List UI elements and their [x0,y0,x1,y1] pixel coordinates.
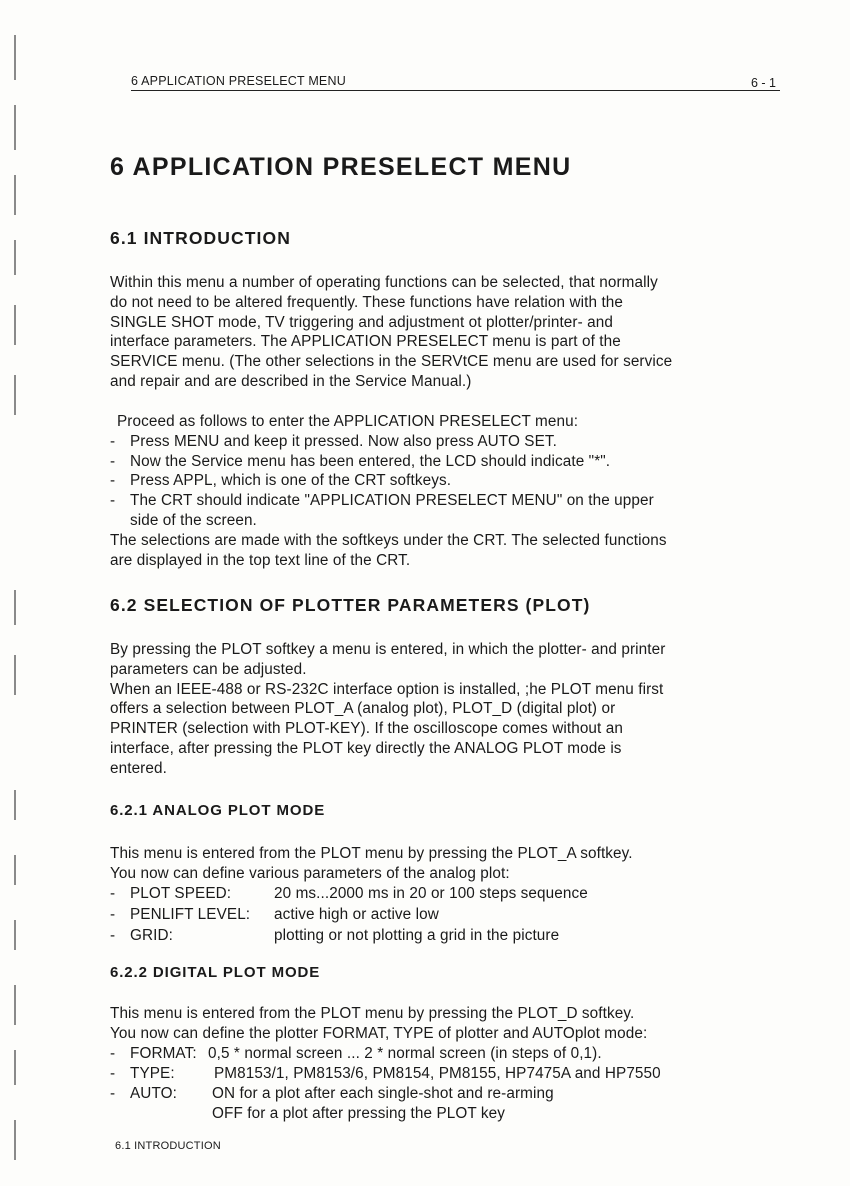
text-line: When an IEEE-488 or RS-232C interface option is installed, ;he PLOT menu first [110,680,664,698]
item-label: GRID: [130,926,173,944]
text-line: You now can define various parameters of the analog plot: [110,864,510,882]
digital-plot-block [110,1004,795,1124]
page-title: 6 APPLICATION PRESELECT MENU [110,153,572,181]
item-value: plotting or not plotting a grid in the picture [274,926,560,944]
step-text: Press APPL, which is one of the CRT softkeys. [130,472,452,490]
item-label: AUTO: [130,1084,177,1102]
binding-mark [14,35,16,80]
item-value: 20 ms...2000 ms in 20 or 100 steps sequence [274,884,588,902]
binding-mark [14,240,16,275]
proceed-line: Proceed as follows to enter the APPLICATION PRESELECT menu: [117,413,579,430]
binding-mark [14,855,16,885]
list-item [110,491,795,511]
dash-bullet: - [110,452,116,470]
list-item [110,1044,795,1064]
list-item [110,884,795,905]
list-item [110,452,795,472]
section-heading-6-2-2: 6.2.2 DIGITAL PLOT MODE [110,964,321,981]
dash-bullet: - [110,884,116,902]
section-heading-6-2-1: 6.2.1 ANALOG PLOT MODE [110,802,326,819]
dash-bullet: - [110,432,116,450]
dash-bullet: - [110,1084,116,1102]
list-item-continuation [110,1104,795,1124]
running-header [131,70,780,91]
item-label: FORMAT: [130,1044,197,1062]
text-line: You now can define the plotter FORMAT, TYPE of plotter and AUTOplot mode: [110,1024,648,1042]
binding-mark [14,790,16,820]
header-page-number: 6 - 1 [750,76,776,90]
binding-mark [14,175,16,215]
plot-paragraph [110,640,795,779]
binding-mark [14,1120,16,1160]
item-value: 0,5 * normal screen ... 2 * normal screen (in steps of 0,1). [208,1044,602,1062]
text-line: are displayed in the top text line of the CRT. [110,551,411,569]
dash-bullet: - [110,905,116,923]
list-item [110,905,795,926]
text-line: By pressing the PLOT softkey a menu is entered, in which the plotter- and printer [110,641,666,658]
list-item [110,1064,795,1084]
dash-bullet: - [110,926,116,944]
list-item [110,471,795,491]
text-line: This menu is entered from the PLOT menu by pressing the PLOT_A softkey. [110,845,633,862]
item-label: PLOT SPEED: [130,884,232,902]
text-line: parameters can be adjusted. [110,660,307,678]
text-line: interface, after pressing the PLOT key directly the ANALOG PLOT mode is [110,739,622,757]
binding-mark [14,105,16,150]
text-line: SERVICE menu. (The other selections in the SERVtCE menu are used for service [110,353,673,371]
step-text: Now the Service menu has been entered, the LCD should indicate "*". [130,452,611,470]
step-text: side of the screen. [130,511,257,529]
binding-mark [14,375,16,415]
intro-paragraph [110,273,795,392]
binding-mark [14,655,16,695]
list-item [110,926,795,947]
analog-plot-block [110,844,795,947]
text-line: interface parameters. The APPLICATION PRESELECT menu is part of the [110,333,621,351]
binding-mark [14,920,16,950]
list-item [110,1084,795,1104]
item-value: PM8153/1, PM8153/6, PM8154, PM8155, HP7475A and HP7550 [214,1064,661,1082]
list-item [110,432,795,452]
binding-mark [14,1050,16,1085]
text-line: Within this menu a number of operating functions can be selected, that normally [110,274,658,291]
dash-bullet: - [110,472,116,490]
binding-mark [14,305,16,345]
text-line: entered. [110,759,167,777]
text-line: This menu is entered from the PLOT menu by pressing the PLOT_D softkey. [110,1005,635,1022]
header-section-title: 6 APPLICATION PRESELECT MENU [131,74,346,88]
running-footer: 6.1 INTRODUCTION [115,1140,221,1152]
text-line: The selections are made with the softkeys under the CRT. The selected functions [110,531,667,549]
dash-bullet: - [110,492,116,510]
dash-bullet: - [110,1064,116,1082]
text-line: offers a selection between PLOT_A (analog plot), PLOT_D (digital plot) or [110,700,616,718]
text-line: SINGLE SHOT mode, TV triggering and adjustment ot plotter/printer- and [110,313,613,331]
procedure-block [110,412,795,570]
text-line: PRINTER (selection with PLOT-KEY). If the oscilloscope comes without an [110,720,623,738]
item-value: active high or active low [274,905,439,923]
item-value: ON for a plot after each single-shot and re-arming [212,1084,554,1102]
binding-mark [14,985,16,1025]
binding-mark [14,590,16,625]
list-item-continuation [110,511,795,531]
item-label: TYPE: [130,1064,175,1082]
text-line: do not need to be altered frequently. These functions have relation with the [110,293,624,311]
section-heading-6-2: 6.2 SELECTION OF PLOTTER PARAMETERS (PLOT) [110,595,591,615]
section-heading-6-1: 6.1 INTRODUCTION [110,228,291,248]
step-text: The CRT should indicate "APPLICATION PRESELECT MENU" on the upper [130,492,654,510]
dash-bullet: - [110,1044,116,1062]
text-line: and repair and are described in the Service Manual.) [110,372,472,390]
item-label: PENLIFT LEVEL: [130,905,251,923]
step-text: Press MENU and keep it pressed. Now also press AUTO SET. [130,432,557,450]
item-value: OFF for a plot after pressing the PLOT key [212,1104,505,1122]
